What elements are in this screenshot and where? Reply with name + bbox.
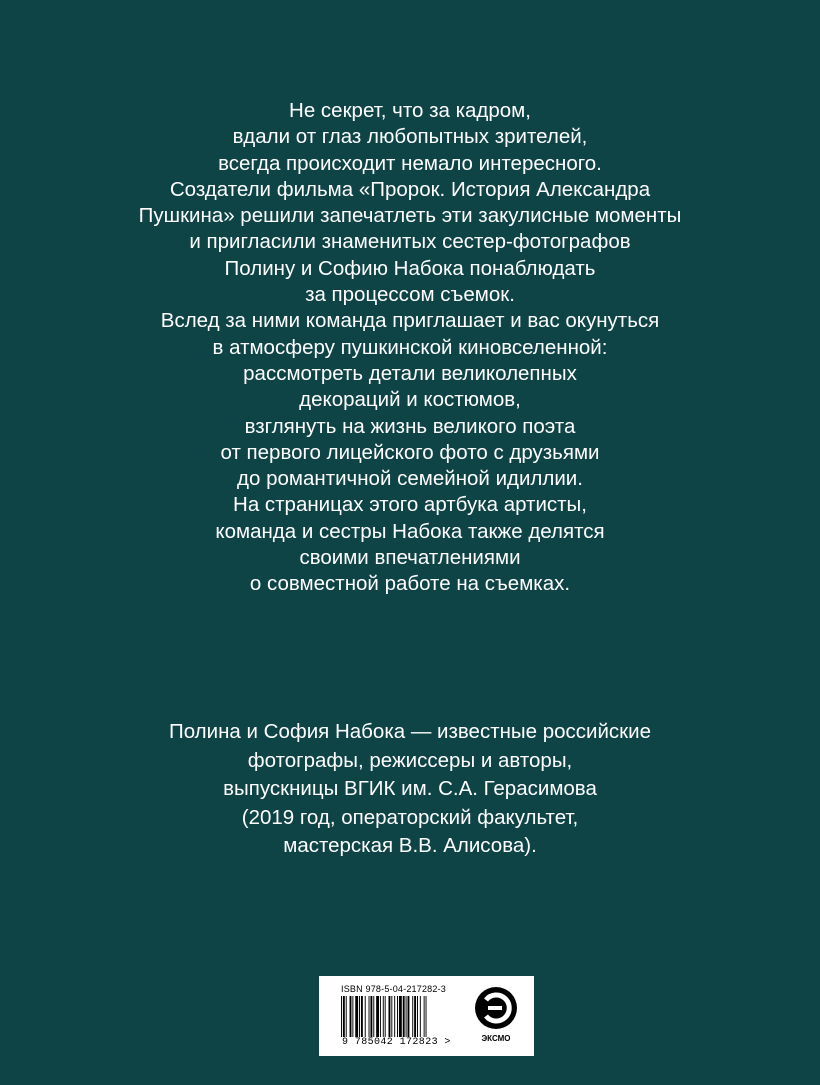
- blurb-line: Пушкина» решили запечатлеть эти закулисные моменты: [138, 204, 682, 228]
- barcode-panel: [319, 976, 534, 1056]
- barcode-bar: [414, 996, 416, 1042]
- blurb-line: за процессом съемок.: [305, 283, 515, 307]
- blurb-line: Полину и Софию Набока понаблюдать: [224, 256, 596, 280]
- barcode-bar: [385, 996, 386, 1042]
- bio-line: (2019 год, операторский факультет,: [241, 805, 579, 829]
- barcode-bar: [420, 996, 421, 1042]
- blurb-line: о совместной работе на съемках.: [249, 572, 571, 596]
- barcode-bar: [417, 996, 418, 1042]
- blurb-line: и пригласили знаменитых сестер-фотографов: [189, 230, 631, 254]
- barcode-bar: [350, 996, 352, 1042]
- blurb-line: команда и сестры Набока также делятся: [215, 519, 605, 543]
- blurb-line: Не секрет, что за кадром,: [289, 99, 531, 122]
- blurb-line: декораций и костюмов,: [299, 388, 521, 412]
- blurb-line: своими впечатлениями: [299, 546, 521, 570]
- bio-line: выпускницы ВГИК им. С.А. Герасимова: [223, 777, 597, 800]
- barcode-bar: [370, 996, 372, 1042]
- barcode-bar: [389, 996, 391, 1042]
- barcode-bars: [341, 996, 456, 1042]
- barcode-bar: [397, 996, 398, 1042]
- blurb-line: от первого лицейского фото с друзьями: [220, 440, 600, 464]
- barcode-bar: [406, 996, 407, 1042]
- barcode-bar: [394, 996, 395, 1042]
- blurb-line: в атмосферу пушкинской киновселенной:: [212, 335, 608, 359]
- barcode-bar: [361, 996, 363, 1042]
- barcode-bar: [365, 996, 366, 1042]
- bio-line: Полина и София Набока — известные российские: [168, 720, 652, 743]
- authors-bio: [0, 718, 820, 861]
- bio-line: мастерская В.В. Алисова).: [283, 834, 537, 857]
- barcode-bar: [352, 996, 353, 1042]
- barcode-bar: [341, 996, 342, 1042]
- barcode-bar: [399, 996, 402, 1042]
- blurb-line: до романтичной семейной идиллии.: [237, 467, 583, 491]
- blurb-line: На страницах этого артбука артисты,: [233, 493, 587, 517]
- barcode-bar: [383, 996, 384, 1042]
- bio-line: фотографы, режиссеры и авторы,: [247, 748, 573, 772]
- barcode-bar: [426, 996, 427, 1042]
- barcode-bar: [412, 996, 413, 1042]
- blurb-line: вдали от глаз любопытных зрителей,: [232, 125, 588, 149]
- eksmo-logo-icon: [464, 984, 528, 1050]
- barcode-bar: [343, 996, 345, 1042]
- isbn-label: ISBN 978-5-04-217282-3: [341, 984, 446, 994]
- blurb-line: взглянуть на жизнь великого поэта: [244, 414, 576, 438]
- barcode-bar: [376, 996, 379, 1042]
- blurb-line: Создатели фильма «Пророк. История Александра: [169, 177, 651, 201]
- barcode-bar: [403, 996, 405, 1042]
- barcode-bar: [408, 996, 410, 1042]
- publisher-name: ЭКСМО: [481, 1034, 511, 1043]
- barcode-digits: 9 785042 172823 >: [342, 1037, 451, 1048]
- barcode-bar: [373, 996, 374, 1042]
- barcode-bar: [369, 996, 370, 1042]
- back-cover-blurb: [0, 98, 820, 598]
- blurb-line: рассмотреть детали великолепных: [243, 361, 577, 385]
- blurb-line: всегда происходит немало интересного.: [218, 151, 602, 175]
- barcode-bar: [391, 996, 392, 1042]
- blurb-line: Вслед за ними команда приглашает и вас окунуться: [160, 309, 660, 333]
- barcode-bar: [355, 996, 358, 1042]
- barcode-bar: [346, 996, 347, 1042]
- barcode-bar: [380, 996, 381, 1042]
- barcode-bar: [424, 996, 425, 1042]
- barcode-bar: [359, 996, 360, 1042]
